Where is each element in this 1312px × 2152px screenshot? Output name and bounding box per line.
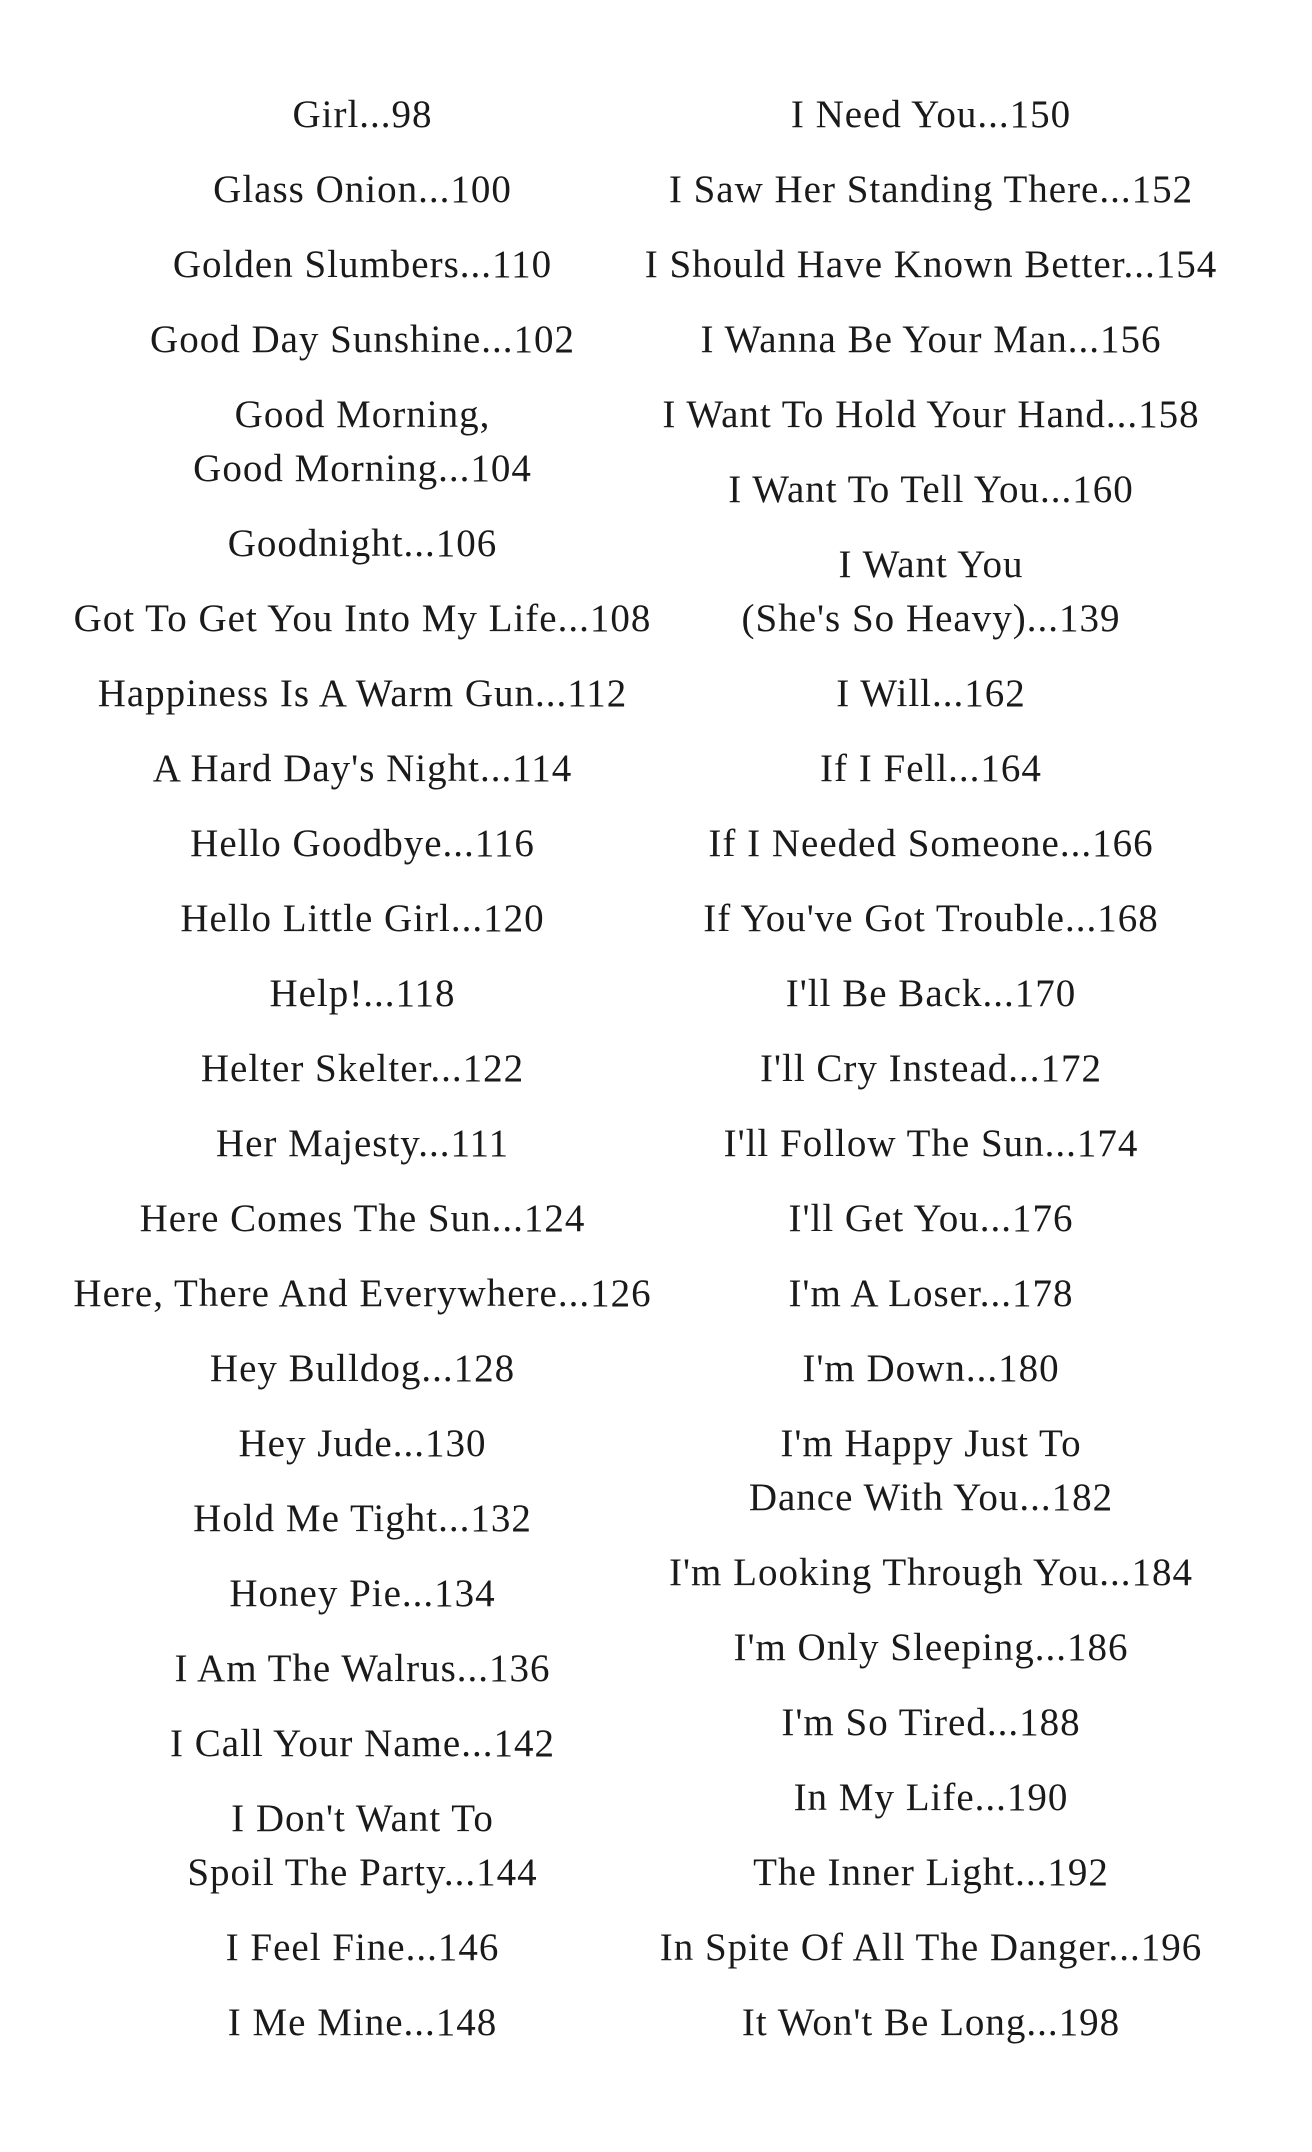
index-entry (625, 238, 1237, 292)
entry-line: I Need You...150 (790, 93, 1072, 136)
entry-line: Dance With You...182 (748, 1476, 1114, 1519)
index-entry (625, 388, 1237, 442)
entry-line: Hello Goodbye...116 (190, 822, 535, 865)
index-entry (30, 742, 695, 796)
entry-line: Her Majesty...111 (215, 1122, 510, 1165)
entry-line: Honey Pie...134 (229, 1572, 496, 1615)
entry-line: Here, There And Everywhere...126 (73, 1272, 652, 1315)
index-entry (30, 967, 695, 1021)
index-entry (30, 388, 695, 496)
entry-line: Hey Jude...130 (238, 1422, 487, 1465)
entry-line: I'm Down...180 (802, 1347, 1060, 1390)
entry-line: Helter Skelter...122 (200, 1047, 525, 1090)
index-entry (625, 463, 1237, 517)
index-entry (30, 1921, 695, 1975)
entry-line: I Saw Her Standing There...152 (668, 168, 1194, 211)
entry-line: Girl...98 (292, 93, 433, 136)
index-entry (30, 1567, 695, 1621)
index-entry (625, 1117, 1237, 1171)
index-entry (625, 892, 1237, 946)
index-entry (625, 1042, 1237, 1096)
entry-line: I'm Happy Just To (780, 1422, 1082, 1465)
entry-line: Hello Little Girl...120 (180, 897, 545, 940)
index-entry (625, 1621, 1237, 1675)
entry-line: Hey Bulldog...128 (209, 1347, 516, 1390)
index-entry (30, 238, 695, 292)
entry-line: I Am The Walrus...136 (174, 1647, 551, 1690)
index-entry (30, 1417, 695, 1471)
entry-line: If I Needed Someone...166 (708, 822, 1154, 865)
index-entry (30, 1642, 695, 1696)
entry-line: I Should Have Known Better...154 (644, 243, 1218, 286)
entry-line: I'm A Loser...178 (788, 1272, 1074, 1315)
entry-line: I Wanna Be Your Man...156 (700, 318, 1162, 361)
entry-line: Good Morning, (234, 393, 491, 436)
index-entry (30, 1792, 695, 1900)
index-entry (625, 88, 1237, 142)
index-entry (625, 1417, 1237, 1525)
entry-line: I Don't Want To (231, 1797, 494, 1840)
index-entry (30, 892, 695, 946)
index-entry (30, 1717, 695, 1771)
entry-line: I'll Get You...176 (788, 1197, 1074, 1240)
entry-line: I'll Cry Instead...172 (759, 1047, 1103, 1090)
entry-line: Golden Slumbers...110 (172, 243, 553, 286)
index-entry (625, 1696, 1237, 1750)
index-column-left (30, 88, 695, 2071)
entry-line: I Call Your Name...142 (170, 1722, 555, 1765)
index-entry (625, 742, 1237, 796)
entry-line: It Won't Be Long...198 (741, 2001, 1121, 2044)
entry-line: I'm So Tired...188 (781, 1701, 1081, 1744)
entry-line: Happiness Is A Warm Gun...112 (97, 672, 628, 715)
index-entry (30, 163, 695, 217)
entry-line: In My Life...190 (793, 1776, 1069, 1819)
index-entry (625, 1771, 1237, 1825)
index-entry (625, 1921, 1237, 1975)
entry-line: I'll Follow The Sun...174 (723, 1122, 1139, 1165)
index-entry (30, 517, 695, 571)
index-entry (30, 1267, 695, 1321)
index-entry (30, 667, 695, 721)
index-entry (625, 817, 1237, 871)
entry-line: I Want To Hold Your Hand...158 (662, 393, 1200, 436)
entry-line: I Feel Fine...146 (225, 1926, 500, 1969)
entry-line: Glass Onion...100 (213, 168, 512, 211)
entry-line: I'll Be Back...170 (785, 972, 1077, 1015)
index-entry (625, 1342, 1237, 1396)
entry-line: In Spite Of All The Danger...196 (659, 1926, 1203, 1969)
index-entry (30, 1042, 695, 1096)
index-entry (625, 313, 1237, 367)
entry-line: I'm Only Sleeping...186 (733, 1626, 1129, 1669)
index-entry (30, 592, 695, 646)
index-entry (625, 538, 1237, 646)
index-entry (625, 1996, 1237, 2050)
entry-line: Spoil The Party...144 (187, 1851, 538, 1894)
entry-line: Hold Me Tight...132 (193, 1497, 532, 1540)
index-entry (625, 1546, 1237, 1600)
entry-line: I Me Mine...148 (227, 2001, 498, 2044)
entry-line: I Want You (838, 543, 1024, 586)
entry-line: Got To Get You Into My Life...108 (73, 597, 652, 640)
entry-line: Good Day Sunshine...102 (150, 318, 575, 361)
index-entry (625, 163, 1237, 217)
index-entry (625, 1192, 1237, 1246)
entry-line: Good Morning...104 (193, 447, 532, 490)
index-entry (30, 1342, 695, 1396)
index-column-right (625, 88, 1237, 2071)
entry-line: The Inner Light...192 (753, 1851, 1109, 1894)
index-entry (625, 1267, 1237, 1321)
entry-line: Goodnight...106 (227, 522, 498, 565)
index-entry (30, 1996, 695, 2050)
entry-line: (She's So Heavy)...139 (741, 597, 1121, 640)
index-entry (30, 1192, 695, 1246)
entry-line: I Want To Tell You...160 (728, 468, 1134, 511)
entry-line: I Will...162 (836, 672, 1026, 715)
index-entry (30, 1117, 695, 1171)
entry-line: If I Fell...164 (820, 747, 1042, 790)
index-entry (30, 817, 695, 871)
index-entry (30, 1492, 695, 1546)
entry-line: I'm Looking Through You...184 (669, 1551, 1193, 1594)
index-entry (30, 88, 695, 142)
entry-line: If You've Got Trouble...168 (703, 897, 1159, 940)
index-entry (30, 313, 695, 367)
index-entry (625, 967, 1237, 1021)
entry-line: A Hard Day's Night...114 (152, 747, 573, 790)
index-entry (625, 1846, 1237, 1900)
entry-line: Help!...118 (269, 972, 456, 1015)
index-entry (625, 667, 1237, 721)
entry-line: Here Comes The Sun...124 (139, 1197, 586, 1240)
